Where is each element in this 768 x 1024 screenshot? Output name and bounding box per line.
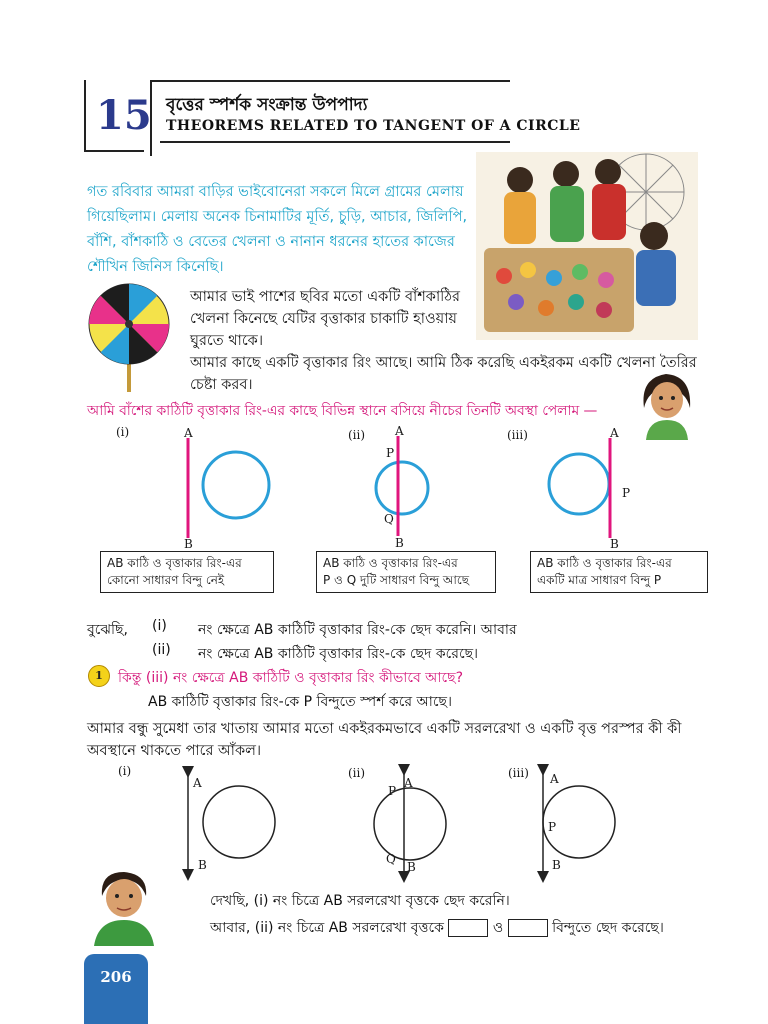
page-number: 206 bbox=[100, 968, 132, 986]
bfig-iii-point-b: B bbox=[552, 858, 561, 872]
fig-i-point-a: A bbox=[184, 426, 193, 440]
bfig-iii-point-p: P bbox=[548, 820, 557, 834]
question-line: কিন্তু (iii) নং ক্ষেত্রে AB কাঠিটি ও বৃত্তাকার রিং কীভাবে আছে? bbox=[118, 670, 464, 686]
fig-ii-label: (ii) bbox=[348, 428, 366, 442]
chapter-number: 15 bbox=[96, 92, 152, 139]
bfig-iii-point-a: A bbox=[550, 772, 559, 786]
intro-line: বাঁশি, বাঁশকাঠি ও বেতের খেলনা ও নানান ধরনের হাতের কাজের bbox=[87, 234, 455, 250]
fig-i-label: (i) bbox=[116, 425, 130, 439]
friend-line: আমার বন্ধু সুমেধা তার খাতায় আমার মতো একইরকমভাবে একটি সরলরেখা ও একটি বৃত্ত পরস্পর কী কী bbox=[87, 721, 682, 737]
caption-box-i bbox=[100, 551, 274, 593]
ring-line: আমার কাছে একটি বৃত্তাকার রিং আছে। আমি ঠিক করেছি একইরকম একটি খেলনা তৈরির bbox=[190, 355, 697, 371]
intro-line: গত রবিবার আমরা বাড়ির ভাইবোনেরা সকলে মিলে গ্রামের মেলায় bbox=[87, 184, 464, 200]
bfig-i-point-b: B bbox=[198, 858, 207, 872]
bfig-ii-label: (ii) bbox=[348, 766, 366, 780]
pinwheel-svg bbox=[84, 282, 174, 394]
question-badge: 1 bbox=[88, 665, 110, 687]
friend-line: অবস্থানে থাকতে পারে আঁকল। bbox=[87, 743, 262, 759]
pinwheel-illustration bbox=[84, 282, 174, 394]
circle-i bbox=[203, 786, 275, 858]
circle-ii bbox=[374, 788, 446, 860]
intro-line: গিয়েছিলাম। মেলায় অনেক চিনামাটির মূর্তি, চুড়ি, আচার, জিলিপি, bbox=[87, 209, 468, 225]
caption-line: P ও Q দুটি সাধারণ বিন্দু আছে bbox=[323, 573, 469, 587]
observation-line: আমি বাঁশের কাঠিটি বৃত্তাকার রিং-এর কাছে বিভিন্ন স্থানে বসিয়ে নীচের তিনটি অবস্থা পেলাম — bbox=[87, 403, 598, 419]
pinwheel-line: ঘুরতে থাকে। bbox=[190, 333, 263, 349]
ring-i bbox=[203, 452, 269, 518]
bfig-ii-point-p: P bbox=[388, 784, 397, 798]
chapter-frame-top bbox=[150, 80, 510, 82]
conclusion-line-2-start: আবার, (ii) নং চিত্রে AB সরলরেখা বৃত্তকে bbox=[210, 920, 444, 936]
title-rule bbox=[160, 141, 510, 143]
boy-illustration bbox=[84, 866, 164, 946]
fig-iii-point-a: A bbox=[610, 426, 619, 440]
boy-svg bbox=[84, 866, 164, 946]
bfig-iii-label: (iii) bbox=[508, 766, 529, 780]
ring-line: চেষ্টা করব। bbox=[190, 377, 253, 393]
fig-iii-point-b: B bbox=[610, 537, 619, 551]
understood-num-1: (i) bbox=[152, 618, 167, 634]
understood-num-2: (ii) bbox=[152, 642, 171, 658]
blank-point-1[interactable] bbox=[448, 919, 488, 937]
caption-line: AB কাঠি ও বৃত্তাকার রিং-এর bbox=[537, 556, 672, 570]
pinwheel-paragraph bbox=[190, 286, 697, 396]
fig-ii-point-a: A bbox=[395, 424, 404, 438]
chapter-title-bengali: বৃত্তের স্পর্শক সংক্রান্ত উপপাদ্য bbox=[166, 95, 368, 115]
conclusion-line-2 bbox=[210, 916, 664, 940]
caption-line: AB কাঠি ও বৃত্তাকার রিং-এর bbox=[107, 556, 242, 570]
ring-ii bbox=[376, 462, 428, 514]
friend-paragraph bbox=[87, 718, 697, 762]
page-tab bbox=[84, 954, 148, 1024]
intro-line: শৌখিন জিনিস কিনেছি। bbox=[87, 259, 224, 275]
blank-point-2[interactable] bbox=[508, 919, 548, 937]
bfig-i-point-a: A bbox=[193, 776, 202, 790]
conclusion-line-2-mid: ও bbox=[492, 920, 504, 936]
chapter-title-english: THEOREMS RELATED TO TANGENT OF A CIRCLE bbox=[166, 118, 581, 134]
caption-line: কোনো সাধারণ বিন্দু নেই bbox=[107, 573, 225, 587]
fig-ii-point-q: Q bbox=[384, 512, 394, 526]
bfig-ii-point-a: A bbox=[404, 776, 413, 790]
bfig-ii-point-b: B bbox=[407, 860, 416, 874]
fig-iii-point-p: P bbox=[622, 486, 631, 500]
pinwheel-line: খেলনা কিনেছে যেটির বৃত্তাকার চাকাটি হাওয়ায় bbox=[190, 311, 457, 327]
fig-ii-point-p: P bbox=[386, 446, 395, 460]
fair-illustration bbox=[476, 152, 698, 340]
fig-ii-point-b: B bbox=[395, 536, 404, 550]
caption-box-iii bbox=[530, 551, 708, 593]
answer-line: AB কাঠিটি বৃত্তাকার রিং-কে P বিন্দুতে স্পর্শ করে আছে। bbox=[148, 694, 452, 710]
caption-line: একটি মাত্র সাধারণ বিন্দু P bbox=[537, 573, 662, 587]
ring-iii bbox=[549, 454, 609, 514]
fig-iii-label: (iii) bbox=[507, 428, 528, 442]
bfig-i-label: (i) bbox=[118, 764, 132, 778]
bottom-figures bbox=[84, 760, 704, 890]
conclusion-line-1: দেখছি, (i) নং চিত্রে AB সরলরেখা বৃত্তকে ছেদ করেনি। bbox=[210, 893, 510, 909]
pinwheel-line: আমার ভাই পাশের ছবির মতো একটি বাঁশকাঠির bbox=[190, 289, 461, 305]
intro-paragraph bbox=[87, 180, 477, 280]
bfig-ii-point-q: Q bbox=[386, 852, 396, 866]
conclusion-line-2-end: বিন্দুতে ছেদ করেছে। bbox=[552, 920, 664, 936]
understood-line-1: নং ক্ষেত্রে AB কাঠিটি বৃত্তাকার রিং-কে ছেদ করেনি। আবার bbox=[198, 622, 517, 638]
fig-i-point-b: B bbox=[184, 537, 193, 551]
fair-illustration-svg bbox=[476, 152, 698, 340]
caption-box-ii bbox=[316, 551, 496, 593]
understood-line-2: নং ক্ষেত্রে AB কাঠিটি বৃত্তাকার রিং-কে ছেদ করেছে। bbox=[198, 646, 479, 662]
understood-prefix: বুঝেছি, bbox=[87, 622, 128, 638]
bottom-figures-svg bbox=[84, 760, 704, 890]
caption-line: AB কাঠি ও বৃত্তাকার রিং-এর bbox=[323, 556, 458, 570]
